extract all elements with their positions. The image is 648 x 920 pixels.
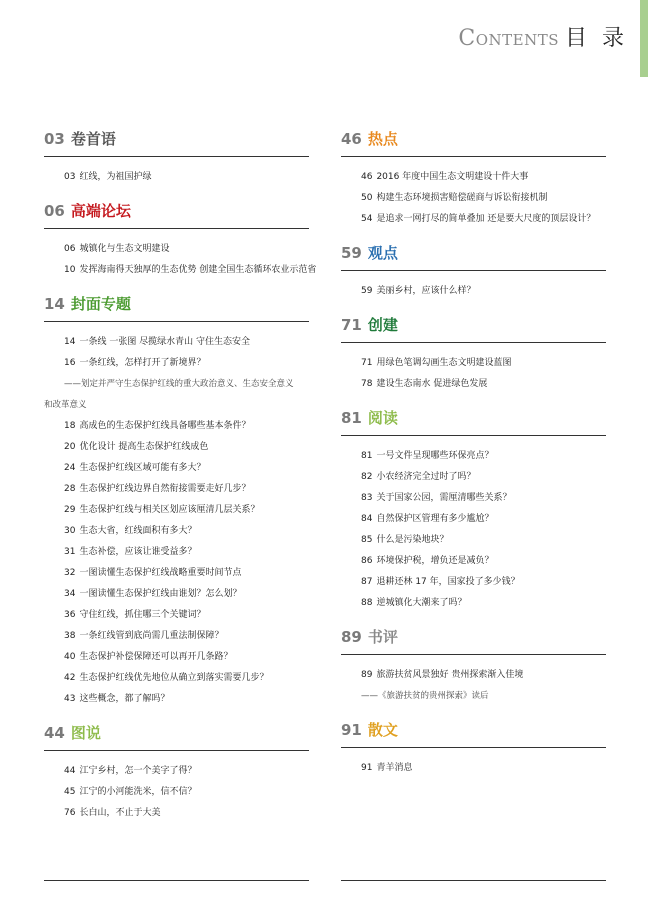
entry-page-number: 91	[361, 763, 373, 773]
entry-page-number: 88	[361, 598, 373, 608]
entry-title: 一图读懂生态保护红线战略重要时间节点	[79, 568, 242, 578]
entry-title: 生态保护红线边界自然衔接需要走好几步？	[79, 484, 251, 494]
section-page-number: 06	[44, 202, 65, 220]
entry-title: 一条红线管到底尚需几重法制保障？	[79, 631, 224, 641]
section-title: 书评	[367, 628, 398, 646]
entry-title: 是追求一网打尽的简单叠加 还是要大尺度的顶层设计？	[376, 214, 596, 224]
entry-page-number: 46	[361, 172, 373, 182]
toc-entry[interactable]	[44, 521, 309, 542]
section-divider	[341, 654, 606, 655]
entry-page-number: 71	[361, 358, 373, 368]
entry-page-number: 34	[64, 589, 76, 599]
section-heading	[341, 626, 606, 648]
entry-page-number: 87	[361, 577, 373, 587]
entry-page-number: 84	[361, 514, 373, 524]
toc-entry[interactable]	[44, 542, 309, 563]
left-bottom-rule	[44, 880, 309, 881]
toc-entry[interactable]	[44, 803, 309, 824]
entry-title: 高成色的生态保护红线具备哪些基本条件？	[79, 421, 251, 431]
entry-title: 关于国家公园，需厘清哪些关系？	[376, 493, 512, 503]
entry-page-number: 50	[361, 193, 373, 203]
entry-title: 构建生态环境损害赔偿磋商与诉讼衔接机制	[376, 193, 548, 203]
section-divider	[44, 156, 309, 157]
section-gap	[44, 188, 309, 200]
entry-page-number: 89	[361, 670, 373, 680]
entry-subtitle-continued: 和改革意义	[44, 400, 87, 410]
entry-page-number: 82	[361, 472, 373, 482]
entry-page-number: 85	[361, 535, 373, 545]
toc-entry[interactable]	[341, 188, 606, 209]
entry-page-number: 44	[64, 766, 76, 776]
section-title: 观点	[367, 244, 398, 262]
section-divider	[341, 270, 606, 271]
toc-entry[interactable]	[341, 446, 606, 467]
section-divider	[341, 435, 606, 436]
section-page-number: 14	[44, 295, 65, 313]
entry-page-number: 10	[64, 265, 76, 275]
section-gap	[44, 281, 309, 293]
section-divider	[44, 321, 309, 322]
section-title: 散文	[367, 721, 398, 739]
toc-entry[interactable]	[44, 332, 309, 353]
entry-title: 守住红线，抓住哪三个关键词？	[79, 610, 206, 620]
section-heading	[44, 293, 309, 315]
section-heading	[44, 722, 309, 744]
section-page-number: 71	[341, 316, 362, 334]
entry-title: 生态保护红线优先地位从确立到落实需要几步？	[79, 673, 269, 683]
section-gap	[341, 707, 606, 719]
toc-entry[interactable]	[44, 584, 309, 605]
toc-entry[interactable]	[341, 509, 606, 530]
section-divider	[44, 750, 309, 751]
entry-title: 退耕还林 17 年，国家投了多少钱？	[376, 577, 520, 587]
section-gap	[341, 395, 606, 407]
entry-title: 长白山，不止于大美	[79, 808, 161, 818]
section-gap	[341, 302, 606, 314]
entry-page-number: 03	[64, 172, 76, 182]
entry-title: 生态保护补偿保障还可以再开几条路？	[79, 652, 233, 662]
toc-entry[interactable]	[44, 647, 309, 668]
entry-page-number: 54	[361, 214, 373, 224]
entry-page-number: 86	[361, 556, 373, 566]
toc-entry[interactable]	[44, 479, 309, 500]
entry-title: 江宁乡村，怎一个美字了得？	[79, 766, 197, 776]
entry-page-number: 83	[361, 493, 373, 503]
toc-entry[interactable]	[44, 416, 309, 437]
entry-page-number: 20	[64, 442, 76, 452]
header-accent-bar	[640, 0, 648, 77]
entry-page-number: 31	[64, 547, 76, 557]
section-title: 封面专题	[70, 295, 131, 313]
entry-page-number: 14	[64, 337, 76, 347]
toc-entry[interactable]	[341, 353, 606, 374]
toc-entry[interactable]	[341, 281, 606, 302]
toc-entry[interactable]	[44, 761, 309, 782]
toc-entry[interactable]	[341, 374, 606, 395]
entry-title: 一图读懂生态保护红线由谁划？怎么划？	[79, 589, 242, 599]
entry-page-number: 30	[64, 526, 76, 536]
entry-page-number: 06	[64, 244, 76, 254]
entry-page-number: 16	[64, 358, 76, 368]
entry-title: 小农经济完全过时了吗？	[376, 472, 476, 482]
toc-entry[interactable]	[44, 260, 317, 281]
toc-entry[interactable]	[341, 551, 606, 572]
entry-title: 2016 年度中国生态文明建设十件大事	[376, 172, 529, 182]
section-divider	[341, 156, 606, 157]
section-title: 创建	[367, 316, 398, 334]
toc-entry[interactable]	[341, 467, 606, 488]
section-heading	[341, 242, 606, 264]
section-page-number: 81	[341, 409, 362, 427]
toc-entry[interactable]	[341, 488, 606, 509]
entry-title: 自然保护区管理有多少尴尬？	[376, 514, 494, 524]
section-gap	[341, 614, 606, 626]
entry-title: 青羊消息	[376, 763, 413, 773]
entry-title: 一条红线，怎样打开了新境界？	[79, 358, 206, 368]
section-page-number: 03	[44, 130, 65, 148]
entry-page-number: 36	[64, 610, 76, 620]
toc-entry[interactable]	[341, 665, 606, 686]
entry-title: 这些概念，都了解吗？	[79, 694, 170, 704]
contents-header	[458, 21, 628, 52]
entry-page-number: 59	[361, 286, 373, 296]
entry-subtitle: ——《旅游扶贫的贵州探索》读后	[361, 691, 489, 701]
entry-page-number: 32	[64, 568, 76, 578]
section-heading	[341, 128, 606, 150]
entry-title: 红线，为祖国护绿	[79, 172, 152, 182]
toc-entry[interactable]	[44, 668, 309, 689]
toc-entry[interactable]	[44, 605, 309, 626]
section-page-number: 89	[341, 628, 362, 646]
toc-entry[interactable]	[44, 239, 309, 260]
entry-page-number: 78	[361, 379, 373, 389]
section-heading	[341, 407, 606, 429]
contents-title-en: Contents	[458, 26, 559, 51]
section-title: 卷首语	[70, 130, 116, 148]
entry-page-number: 42	[64, 673, 76, 683]
section-title: 阅读	[367, 409, 398, 427]
entry-page-number: 40	[64, 652, 76, 662]
toc-entry[interactable]	[341, 209, 606, 230]
toc-entry[interactable]	[341, 530, 606, 551]
entry-title: 生态保护红线区域可能有多大？	[79, 463, 206, 473]
section-heading	[341, 719, 606, 741]
entry-title: 一号文件呈现哪些环保亮点？	[376, 451, 494, 461]
entry-page-number: 43	[64, 694, 76, 704]
entry-page-number: 28	[64, 484, 76, 494]
entry-page-number: 45	[64, 787, 76, 797]
toc-entry[interactable]	[44, 353, 309, 374]
section-title: 热点	[367, 130, 398, 148]
contents-right-column	[341, 128, 606, 779]
entry-title: 生态大省，红线面积有多大？	[79, 526, 197, 536]
toc-entry[interactable]	[44, 500, 309, 521]
entry-title: 旅游扶贫风景独好 贵州探索渐入佳境	[376, 670, 524, 680]
toc-entry[interactable]	[44, 563, 309, 584]
toc-entry[interactable]	[341, 167, 606, 188]
entry-page-number: 76	[64, 808, 76, 818]
toc-entry[interactable]	[44, 689, 309, 710]
section-gap	[341, 230, 606, 242]
right-bottom-rule	[341, 880, 606, 881]
entry-title: 环境保护税，增负还是减负？	[376, 556, 494, 566]
section-title: 高端论坛	[70, 202, 131, 220]
entry-title: 什么是污染地块？	[376, 535, 449, 545]
entry-title: 发挥海南得天独厚的生态优势 创建全国生态循环农业示范省	[79, 265, 317, 275]
entry-title: 一条线 一张图 尽揽绿水青山 守住生态安全	[79, 337, 251, 347]
entry-page-number: 38	[64, 631, 76, 641]
toc-entry[interactable]	[44, 626, 309, 647]
entry-title: 逆城镇化大潮来了吗？	[376, 598, 467, 608]
entry-title: 用绿色笔调勾画生态文明建设蓝图	[376, 358, 512, 368]
entry-subtitle: ——划定并严守生态保护红线的重大政治意义、生态安全意义	[64, 379, 294, 389]
toc-entry[interactable]	[44, 458, 309, 479]
entry-title: 生态补偿，应该让谁受益多？	[79, 547, 197, 557]
entry-page-number: 18	[64, 421, 76, 431]
entry-page-number: 29	[64, 505, 76, 515]
entry-page-number: 81	[361, 451, 373, 461]
section-page-number: 44	[44, 724, 65, 742]
section-page-number: 59	[341, 244, 362, 262]
contents-left-column	[44, 128, 317, 824]
toc-entry[interactable]	[44, 782, 309, 803]
section-divider	[44, 228, 309, 229]
toc-entry[interactable]	[44, 437, 309, 458]
section-divider	[341, 342, 606, 343]
section-heading	[44, 128, 309, 150]
section-title: 图说	[70, 724, 101, 742]
entry-title: 优化设计 提高生态保护红线成色	[79, 442, 209, 452]
section-gap	[44, 710, 309, 722]
entry-page-number: 24	[64, 463, 76, 473]
toc-entry[interactable]	[341, 572, 606, 593]
section-page-number: 46	[341, 130, 362, 148]
section-divider	[341, 747, 606, 748]
section-page-number: 91	[341, 721, 362, 739]
toc-entry[interactable]	[341, 593, 606, 614]
entry-title: 城镇化与生态文明建设	[79, 244, 170, 254]
entry-title: 江宁的小河能洗米，信不信？	[79, 787, 197, 797]
entry-title: 建设生态南水 促进绿色发展	[376, 379, 488, 389]
section-heading	[44, 200, 309, 222]
entry-title: 美丽乡村，应该什么样？	[376, 286, 476, 296]
toc-entry[interactable]	[44, 167, 309, 188]
contents-title-zh: 目 录	[565, 26, 628, 51]
toc-entry[interactable]	[341, 758, 606, 779]
section-heading	[341, 314, 606, 336]
entry-title: 生态保护红线与相关区划应该厘清几层关系？	[79, 505, 260, 515]
